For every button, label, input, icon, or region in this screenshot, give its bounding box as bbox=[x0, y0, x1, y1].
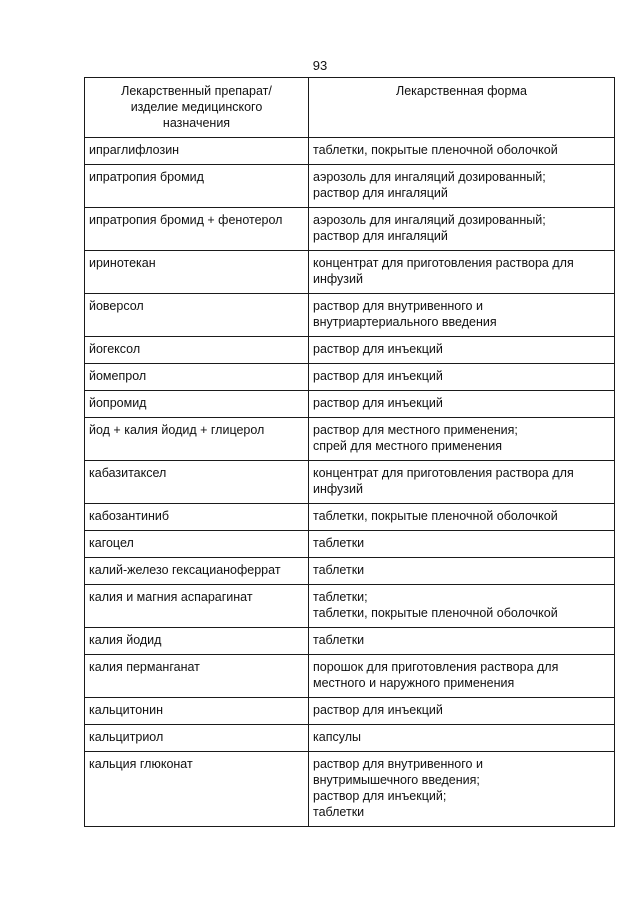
dosage-form-cell: таблетки, покрытые пленочной оболочкой bbox=[309, 138, 615, 165]
table-row bbox=[85, 655, 615, 698]
table-row bbox=[85, 251, 615, 294]
drug-name-cell: йод + калия йодид + глицерол bbox=[85, 418, 309, 461]
dosage-form-cell: аэрозоль для ингаляций дозированный; раствор для ингаляций bbox=[309, 165, 615, 208]
drug-name-cell: ипраглифлозин bbox=[85, 138, 309, 165]
column-header-drug: Лекарственный препарат/ изделие медицинского назначения bbox=[85, 78, 309, 138]
page-number: 93 bbox=[312, 58, 328, 73]
drug-name-cell: кабозантиниб bbox=[85, 504, 309, 531]
drug-name-cell: йомепрол bbox=[85, 364, 309, 391]
table-row bbox=[85, 138, 615, 165]
drug-name-cell: йоверсол bbox=[85, 294, 309, 337]
drug-name-cell: калия йодид bbox=[85, 628, 309, 655]
table-row bbox=[85, 531, 615, 558]
table-row bbox=[85, 752, 615, 827]
table-row bbox=[85, 418, 615, 461]
drug-name-cell: кальцитриол bbox=[85, 725, 309, 752]
dosage-form-cell: концентрат для приготовления раствора для инфузий bbox=[309, 461, 615, 504]
drug-table bbox=[84, 77, 615, 827]
drug-name-cell: кальция глюконат bbox=[85, 752, 309, 827]
dosage-form-cell: таблетки, покрытые пленочной оболочкой bbox=[309, 504, 615, 531]
dosage-form-cell: раствор для внутривенного и внутримышечного введения; раствор для инъекций; таблетки bbox=[309, 752, 615, 827]
dosage-form-cell: раствор для инъекций bbox=[309, 698, 615, 725]
table-row bbox=[85, 337, 615, 364]
table-row bbox=[85, 208, 615, 251]
dosage-form-cell: порошок для приготовления раствора для местного и наружного применения bbox=[309, 655, 615, 698]
column-header-form: Лекарственная форма bbox=[309, 78, 615, 138]
dosage-form-cell: раствор для инъекций bbox=[309, 337, 615, 364]
dosage-form-cell: концентрат для приготовления раствора для инфузий bbox=[309, 251, 615, 294]
dosage-form-cell: таблетки bbox=[309, 628, 615, 655]
table-row bbox=[85, 461, 615, 504]
drug-name-cell: иринотекан bbox=[85, 251, 309, 294]
table-row bbox=[85, 504, 615, 531]
table-row bbox=[85, 165, 615, 208]
dosage-form-cell: раствор для местного применения; спрей для местного применения bbox=[309, 418, 615, 461]
drug-name-cell: калия перманганат bbox=[85, 655, 309, 698]
drug-name-cell: ипратропия бромид bbox=[85, 165, 309, 208]
table-header-row bbox=[85, 78, 615, 138]
dosage-form-cell: раствор для внутривенного и внутриартериального введения bbox=[309, 294, 615, 337]
dosage-form-cell: аэрозоль для ингаляций дозированный; раствор для ингаляций bbox=[309, 208, 615, 251]
dosage-form-cell: раствор для инъекций bbox=[309, 391, 615, 418]
drug-name-cell: кагоцел bbox=[85, 531, 309, 558]
table-row bbox=[85, 725, 615, 752]
drug-name-cell: ипратропия бромид + фенотерол bbox=[85, 208, 309, 251]
dosage-form-cell: таблетки; таблетки, покрытые пленочной оболочкой bbox=[309, 585, 615, 628]
table-row bbox=[85, 585, 615, 628]
drug-name-cell: кабазитаксел bbox=[85, 461, 309, 504]
dosage-form-cell: раствор для инъекций bbox=[309, 364, 615, 391]
drug-name-cell: калия и магния аспарагинат bbox=[85, 585, 309, 628]
dosage-form-cell: таблетки bbox=[309, 531, 615, 558]
table-row bbox=[85, 698, 615, 725]
table-row bbox=[85, 558, 615, 585]
drug-name-cell: йогексол bbox=[85, 337, 309, 364]
table-row bbox=[85, 391, 615, 418]
table-row bbox=[85, 364, 615, 391]
dosage-form-cell: таблетки bbox=[309, 558, 615, 585]
drug-name-cell: калий-железо гексацианоферрат bbox=[85, 558, 309, 585]
drug-name-cell: йопромид bbox=[85, 391, 309, 418]
drug-name-cell: кальцитонин bbox=[85, 698, 309, 725]
table-row bbox=[85, 628, 615, 655]
dosage-form-cell: капсулы bbox=[309, 725, 615, 752]
table-row bbox=[85, 294, 615, 337]
